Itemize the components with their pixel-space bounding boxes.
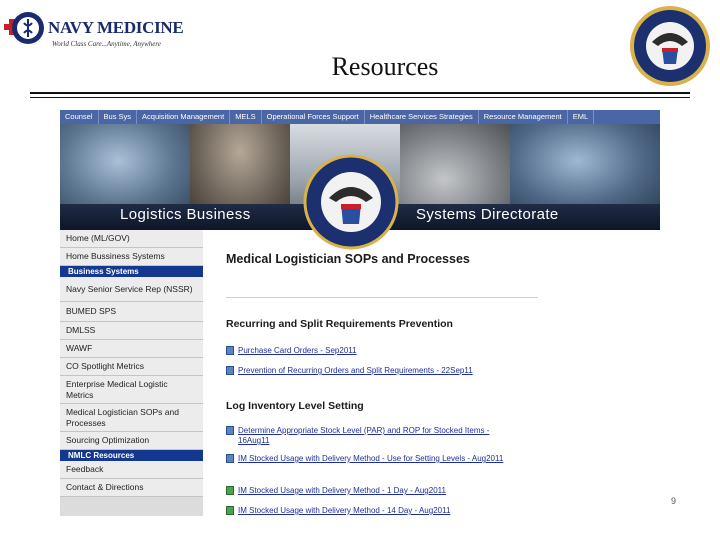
sidebar-item-dmlss[interactable]: DMLSS [60, 322, 203, 340]
doc-link[interactable] [238, 486, 446, 496]
banner-photo-cargo [400, 124, 510, 216]
sidebar-section-nmlc-resources: NMLC Resources [60, 450, 203, 461]
title-rule-bottom [30, 97, 690, 98]
document-icon [226, 486, 234, 495]
nav-item-acquisition-management[interactable]: Acquisition Management [137, 110, 230, 124]
sidebar-item-wawf[interactable]: WAWF [60, 340, 203, 358]
nav-item-bus-sys[interactable]: Bus Sys [99, 110, 138, 124]
nav-item-mels[interactable]: MELS [230, 110, 261, 124]
doc-link[interactable] [238, 506, 450, 516]
nav-item-resource-management[interactable]: Resource Management [479, 110, 568, 124]
navy-medicine-emblem-icon [2, 4, 48, 56]
sidebar-item-home-business-systems[interactable]: Home Bussiness Systems [60, 248, 203, 266]
sidebar-item-medical-logistician-sops[interactable]: Medical Logistician SOPs and Processes [60, 404, 203, 432]
banner-title-right: Systems Directorate [416, 206, 559, 223]
sidebar-item-feedback[interactable]: Feedback [60, 461, 203, 479]
sidebar-item-co-spotlight-metrics[interactable]: CO Spotlight Metrics [60, 358, 203, 376]
document-icon [226, 426, 234, 435]
banner-title-left: Logistics Business [120, 206, 251, 223]
page-title: Medical Logistician SOPs and Processes [226, 252, 470, 266]
doc-link[interactable] [238, 454, 508, 464]
doc-link-label: IM Stocked Usage with Delivery Method - 1 Day - Aug2011 [238, 486, 446, 495]
slide-title: Resources [331, 52, 439, 81]
doc-link-label: Purchase Card Orders - Sep2011 [238, 346, 357, 355]
title-rule-top [30, 92, 690, 94]
doc-link[interactable] [238, 346, 357, 356]
logo-tagline: World Class Care...Anytime, Anywhere [52, 40, 161, 48]
sidebar-item-home-ml-gov[interactable]: Home (ML/GOV) [60, 230, 203, 248]
section-title-inventory: Log Inventory Level Setting [226, 400, 364, 412]
navy-medicine-logo [2, 4, 184, 56]
sidebar-item-sourcing-optimization[interactable]: Sourcing Optimization [60, 432, 203, 450]
nav-item-operational-forces-support[interactable]: Operational Forces Support [262, 110, 365, 124]
doc-link-label: IM Stocked Usage with Delivery Method - 14 Day - Aug2011 [238, 506, 451, 515]
sidebar-section-business-systems: Business Systems [60, 266, 203, 277]
banner-photo-medical [60, 124, 190, 216]
nav-item-healthcare-services-strategies[interactable]: Healthcare Services Strategies [365, 110, 479, 124]
section-title-recurring: Recurring and Split Requirements Prevention [226, 318, 453, 330]
banner-photo-sailors [190, 124, 290, 216]
nav-item-counsel[interactable]: Counsel [60, 110, 99, 124]
website-screenshot [60, 110, 660, 516]
main-content [226, 230, 646, 516]
document-icon [226, 366, 234, 375]
logo-text: NAVY MEDICINE [48, 18, 184, 37]
document-icon [226, 346, 234, 355]
doc-link[interactable] [238, 366, 473, 376]
top-nav-bar [60, 110, 660, 124]
sidebar-item-bumed-sps[interactable]: BUMED SPS [60, 302, 203, 322]
doc-link-label: Determine Appropriate Stock Level (PAR) and ROP for Stocked Items - 16Aug11 [238, 426, 490, 445]
slide-number: 9 [671, 496, 677, 506]
sidebar-nav [60, 230, 203, 516]
document-icon [226, 506, 234, 515]
banner-photo-logistics [510, 124, 660, 216]
title-divider [226, 297, 538, 298]
doc-link-label: IM Stocked Usage with Delivery Method - Use for Setting Levels - Aug2011 [238, 454, 504, 463]
doc-link-label: Prevention of Recurring Orders and Split Requirements - 22Sep11 [238, 366, 473, 375]
sidebar-item-contact-directions[interactable]: Contact & Directions [60, 479, 203, 497]
sidebar-item-enterprise-metrics[interactable]: Enterprise Medical Logistic Metrics [60, 376, 203, 404]
document-icon [226, 454, 234, 463]
doc-link[interactable] [238, 426, 508, 446]
sidebar-item-nssr[interactable]: Navy Senior Service Rep (NSSR) [60, 277, 203, 302]
nav-item-eml[interactable]: EML [568, 110, 594, 124]
